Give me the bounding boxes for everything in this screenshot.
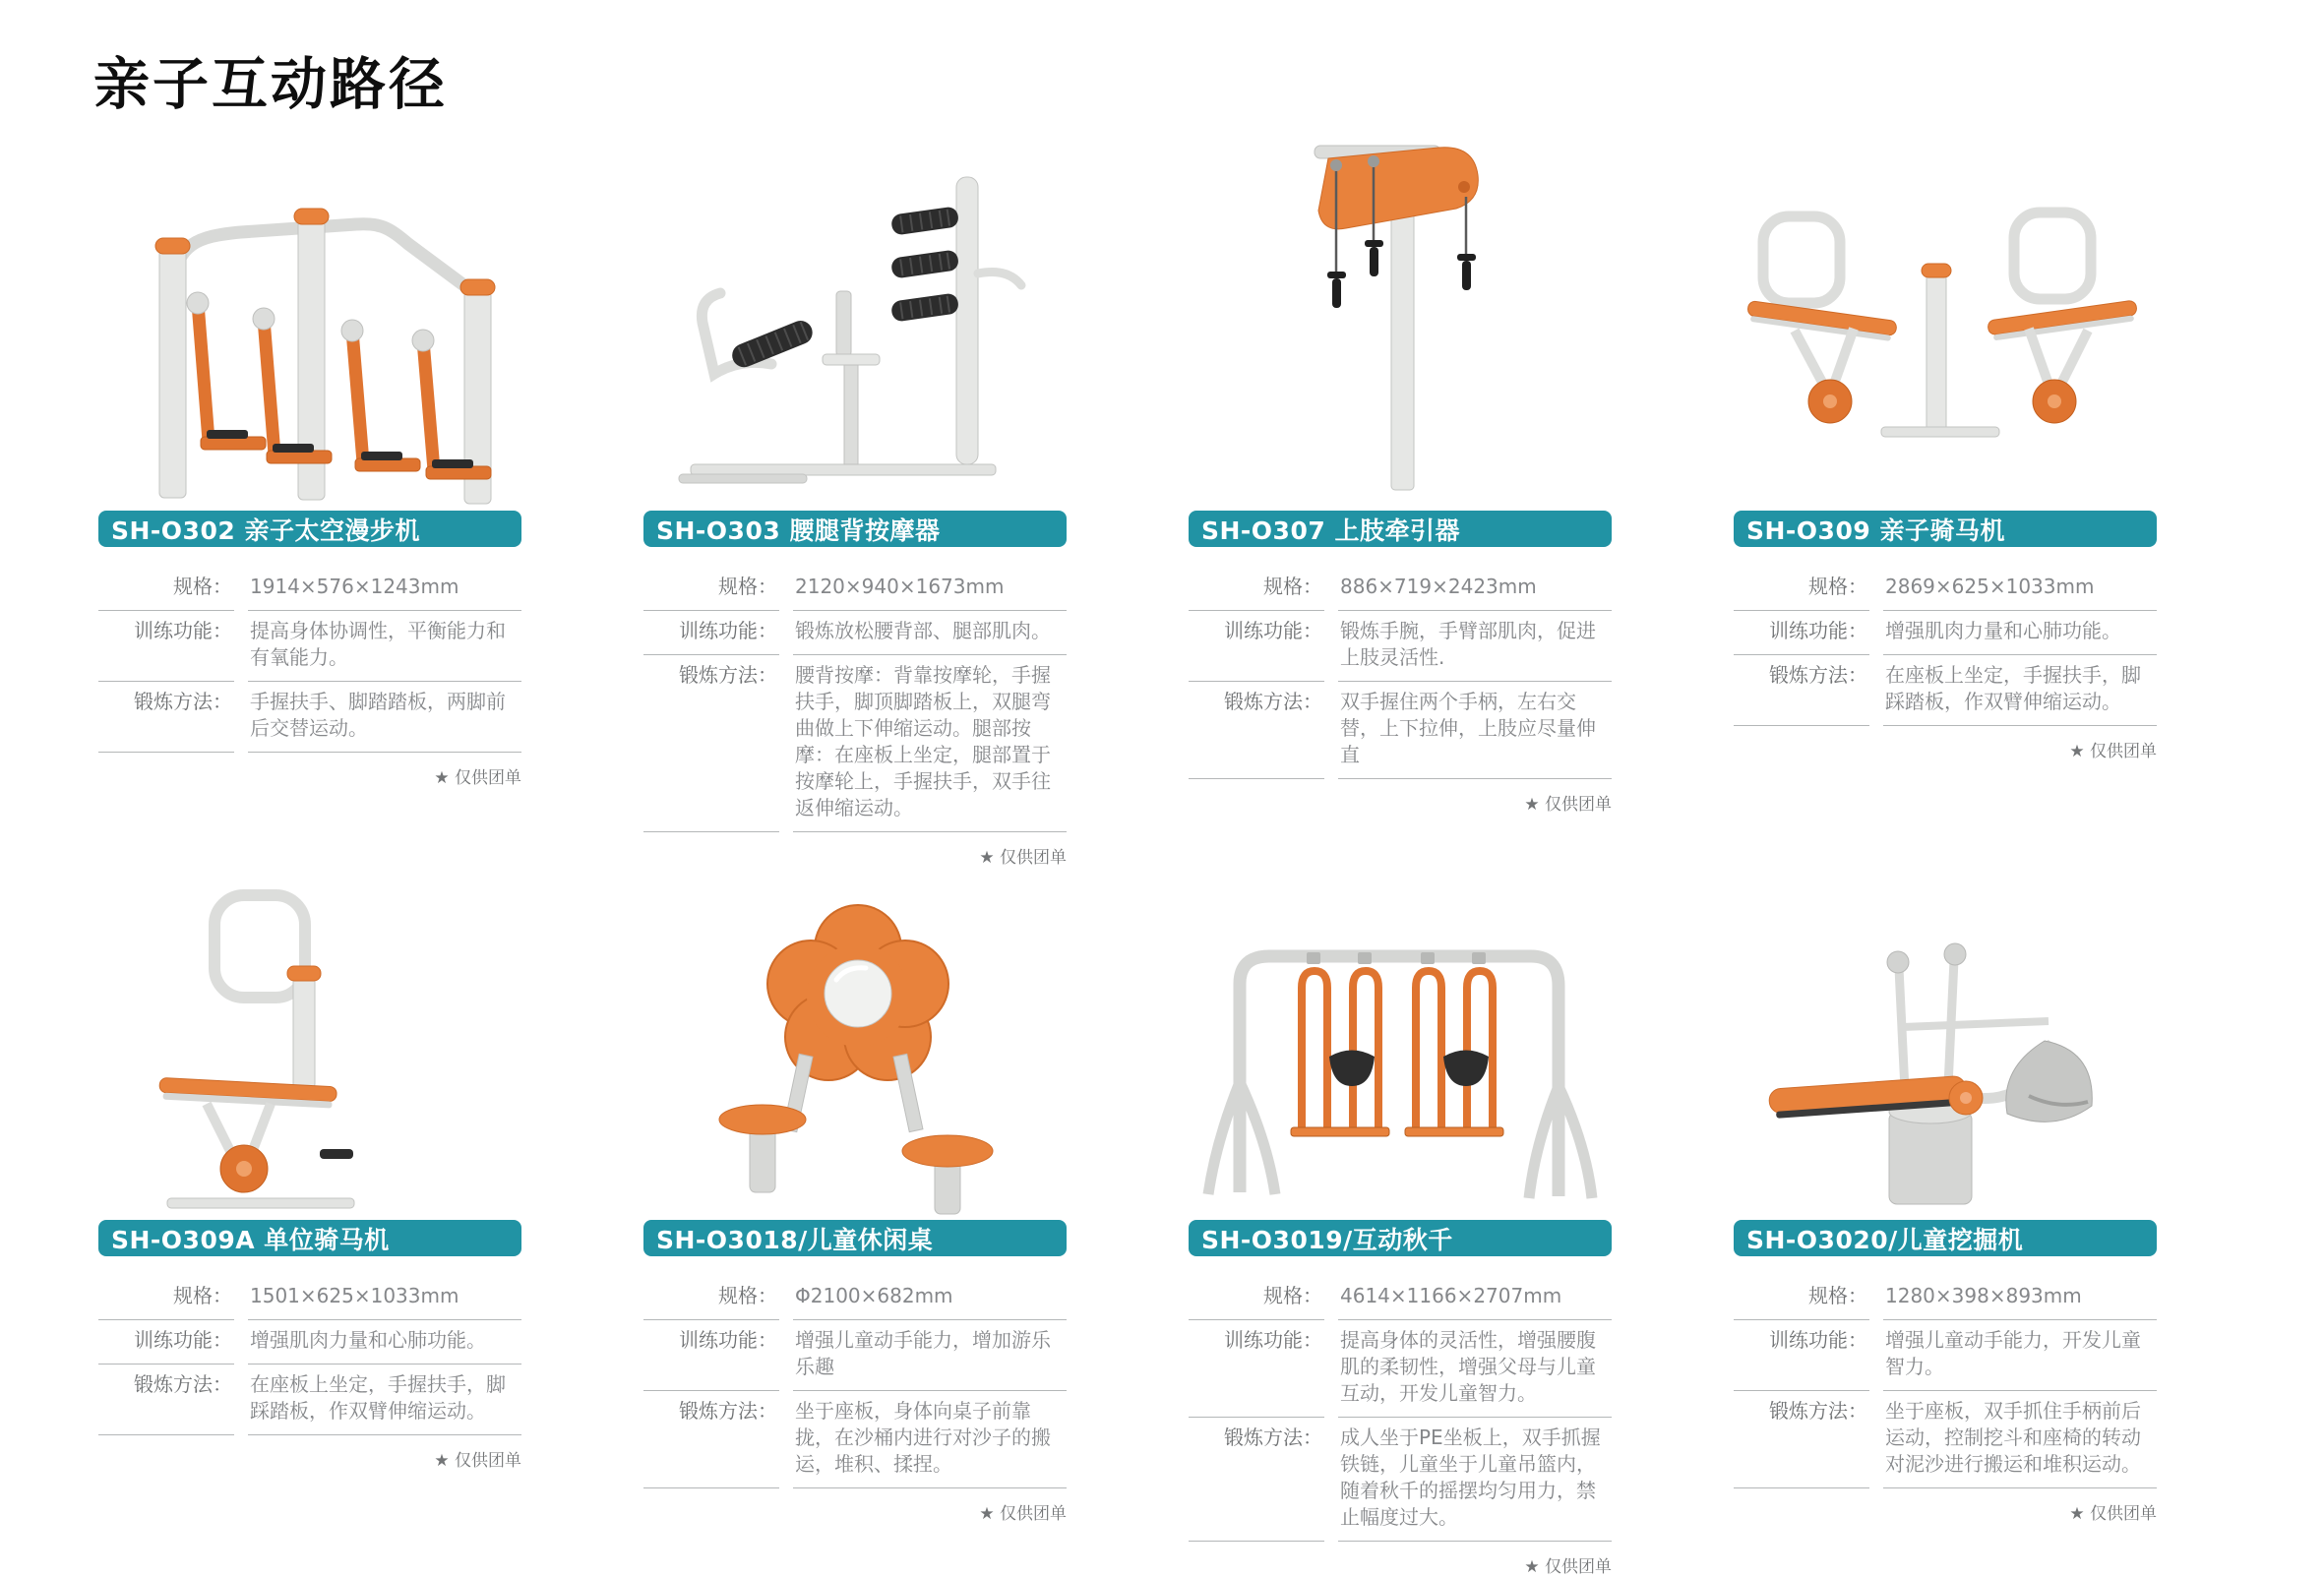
- spec-row-size: [643, 567, 1067, 611]
- spec-label: 规格：: [1189, 567, 1324, 611]
- interactive-swing-illustration: [1189, 868, 1612, 1220]
- group-order-note: ★ 仅供团单: [434, 768, 521, 788]
- upper-limb-traction-illustration: [1189, 126, 1612, 511]
- product-banner: [643, 511, 1067, 547]
- method-label: 锻炼方法：: [1189, 682, 1324, 779]
- function-label: 训练功能：: [98, 1320, 234, 1365]
- spec-row-method: [643, 655, 1067, 832]
- children-excavator-illustration: [1734, 868, 2157, 1220]
- spec-row-function: [1734, 611, 2157, 655]
- spec-row-size: [98, 1276, 521, 1320]
- product-banner-text: SH-O3018/儿童休闲桌: [656, 1225, 934, 1254]
- method-value: 坐于座板，双手抓住手柄前后运动，控制挖斗和座椅的转动对泥沙进行搬运和堆积运动。: [1883, 1391, 2157, 1488]
- spec-row-function: [1189, 611, 1612, 682]
- product-banner: [1734, 511, 2157, 547]
- spec-row-size: [1734, 567, 2157, 611]
- product-card-sh-o3020: [1734, 868, 2157, 1577]
- spec-row-size: [1189, 1276, 1612, 1320]
- function-label: 训练功能：: [1734, 1320, 1869, 1391]
- spec-value: 2120×940×1673mm: [793, 567, 1067, 611]
- function-value: 锻炼手腕，手臂部肌肉，促进上肢灵活性.: [1338, 611, 1612, 682]
- back-leg-massager-illustration: [643, 126, 1067, 511]
- function-label: 训练功能：: [1189, 1320, 1324, 1418]
- function-label: 训练功能：: [98, 611, 234, 682]
- spec-label: 规格：: [1189, 1276, 1324, 1320]
- function-value: 提高身体协调性，平衡能力和有氧能力。: [248, 611, 521, 682]
- product-banner: [1189, 511, 1612, 547]
- product-card-sh-o309a: [98, 868, 521, 1577]
- spec-row-method: [1189, 1418, 1612, 1542]
- product-grid: [98, 126, 2157, 1577]
- product-banner-text: SH-O303 腰腿背按摩器: [656, 516, 941, 545]
- spec-value: 886×719×2423mm: [1338, 567, 1612, 611]
- function-label: 训练功能：: [1734, 611, 1869, 655]
- spec-row-method: [1189, 682, 1612, 779]
- spec-value: Φ2100×682mm: [793, 1276, 1067, 1320]
- method-value: 成人坐于PE坐板上，双手抓握铁链，儿童坐于儿童吊篮内，随着秋千的摇摆均匀用力，禁止幅度过大。: [1338, 1418, 1612, 1542]
- spec-table: [1734, 567, 2157, 761]
- product-card-sh-o3019: [1189, 868, 1612, 1577]
- page-title: 亲子互动路径: [93, 52, 448, 117]
- product-card-sh-o302: [98, 126, 521, 868]
- spec-value: 1914×576×1243mm: [248, 567, 521, 611]
- product-card-sh-o3018: [643, 868, 1067, 1577]
- product-banner: [1189, 1220, 1612, 1256]
- function-value: 增强肌肉力量和心肺功能。: [1883, 611, 2157, 655]
- spec-table: [643, 567, 1067, 868]
- spec-table: [1189, 1276, 1612, 1577]
- method-label: 锻炼方法：: [1734, 1391, 1869, 1488]
- method-label: 锻炼方法：: [1189, 1418, 1324, 1542]
- spec-table: [98, 567, 521, 788]
- method-label: 锻炼方法：: [643, 655, 779, 832]
- spec-table: [98, 1276, 521, 1471]
- method-value: 手握扶手、脚踏踏板，两脚前后交替运动。: [248, 682, 521, 753]
- product-banner: [98, 511, 521, 547]
- product-card-sh-o307: [1189, 126, 1612, 868]
- spec-row-function: [98, 611, 521, 682]
- group-order-note: ★ 仅供团单: [1524, 1557, 1612, 1577]
- group-order-note: ★ 仅供团单: [2069, 742, 2157, 761]
- product-banner-text: SH-O3019/互动秋千: [1201, 1225, 1453, 1254]
- method-value: 在座板上坐定，手握扶手，脚踩踏板，作双臂伸缩运动。: [1883, 655, 2157, 726]
- product-banner: [98, 1220, 521, 1256]
- spec-row-function: [1189, 1320, 1612, 1418]
- spec-row-method: [1734, 1391, 2157, 1488]
- method-value: 腰背按摩：背靠按摩轮，手握扶手，脚顶脚踏板上，双腿弯曲做上下伸缩运动。腿部按摩：在座板上坐定，腿部置于按摩轮上，手握扶手，双手往返伸缩运动。: [793, 655, 1067, 832]
- group-order-note: ★ 仅供团单: [434, 1451, 521, 1471]
- spec-row-method: [98, 682, 521, 753]
- spec-row-function: [643, 1320, 1067, 1391]
- group-order-note: ★ 仅供团单: [1524, 795, 1612, 815]
- product-banner-text: SH-O307 上肢牵引器: [1201, 516, 1460, 545]
- product-banner: [1734, 1220, 2157, 1256]
- spec-value: 1501×625×1033mm: [248, 1276, 521, 1320]
- spec-label: 规格：: [1734, 567, 1869, 611]
- spec-table: [1734, 1276, 2157, 1524]
- group-order-note: ★ 仅供团单: [979, 1504, 1067, 1524]
- spec-value: 2869×625×1033mm: [1883, 567, 2157, 611]
- method-label: 锻炼方法：: [98, 1365, 234, 1435]
- function-value: 增强儿童动手能力，开发儿童智力。: [1883, 1320, 2157, 1391]
- function-value: 增强儿童动手能力，增加游乐乐趣: [793, 1320, 1067, 1391]
- method-label: 锻炼方法：: [1734, 655, 1869, 726]
- spec-row-method: [643, 1391, 1067, 1488]
- product-card-sh-o309: [1734, 126, 2157, 868]
- spec-row-size: [1734, 1276, 2157, 1320]
- spec-label: 规格：: [643, 1276, 779, 1320]
- group-order-note: ★ 仅供团单: [2069, 1504, 2157, 1524]
- spec-row-size: [1189, 567, 1612, 611]
- function-label: 训练功能：: [643, 611, 779, 655]
- spec-label: 规格：: [643, 567, 779, 611]
- function-value: 提高身体的灵活性，增强腰腹肌的柔韧性，增强父母与儿童互动，开发儿童智力。: [1338, 1320, 1612, 1418]
- spec-row-function: [1734, 1320, 2157, 1391]
- product-card-sh-o303: [643, 126, 1067, 868]
- method-value: 坐于座板，身体向桌子前靠拢，在沙桶内进行对沙子的搬运，堆积、揉捏。: [793, 1391, 1067, 1488]
- spec-row-size: [643, 1276, 1067, 1320]
- method-value: 在座板上坐定，手握扶手，脚踩踏板，作双臂伸缩运动。: [248, 1365, 521, 1435]
- function-label: 训练功能：: [1189, 611, 1324, 682]
- product-banner: [643, 1220, 1067, 1256]
- function-value: 锻炼放松腰背部、腿部肌肉。: [793, 611, 1067, 655]
- spec-row-size: [98, 567, 521, 611]
- product-banner-text: SH-O3020/儿童挖掘机: [1746, 1225, 2024, 1254]
- spec-label: 规格：: [98, 567, 234, 611]
- group-order-note: ★ 仅供团单: [979, 848, 1067, 868]
- single-rider-illustration: [98, 868, 521, 1220]
- parent-child-rider-illustration: [1734, 126, 2157, 511]
- product-banner-text: SH-O309 亲子骑马机: [1746, 516, 2005, 545]
- function-value: 增强肌肉力量和心肺功能。: [248, 1320, 521, 1365]
- children-table-illustration: [643, 868, 1067, 1220]
- spec-table: [643, 1276, 1067, 1524]
- spec-value: 4614×1166×2707mm: [1338, 1276, 1612, 1320]
- spec-label: 规格：: [1734, 1276, 1869, 1320]
- spec-table: [1189, 567, 1612, 815]
- spec-value: 1280×398×893mm: [1883, 1276, 2157, 1320]
- air-walker-illustration: [98, 126, 521, 511]
- spec-label: 规格：: [98, 1276, 234, 1320]
- method-value: 双手握住两个手柄，左右交替，上下拉伸，上肢应尽量伸直: [1338, 682, 1612, 779]
- product-banner-text: SH-O309A 单位骑马机: [111, 1225, 390, 1254]
- method-label: 锻炼方法：: [98, 682, 234, 753]
- spec-row-function: [98, 1320, 521, 1365]
- spec-row-method: [98, 1365, 521, 1435]
- method-label: 锻炼方法：: [643, 1391, 779, 1488]
- function-label: 训练功能：: [643, 1320, 779, 1391]
- spec-row-method: [1734, 655, 2157, 726]
- spec-row-function: [643, 611, 1067, 655]
- product-banner-text: SH-O302 亲子太空漫步机: [111, 516, 420, 545]
